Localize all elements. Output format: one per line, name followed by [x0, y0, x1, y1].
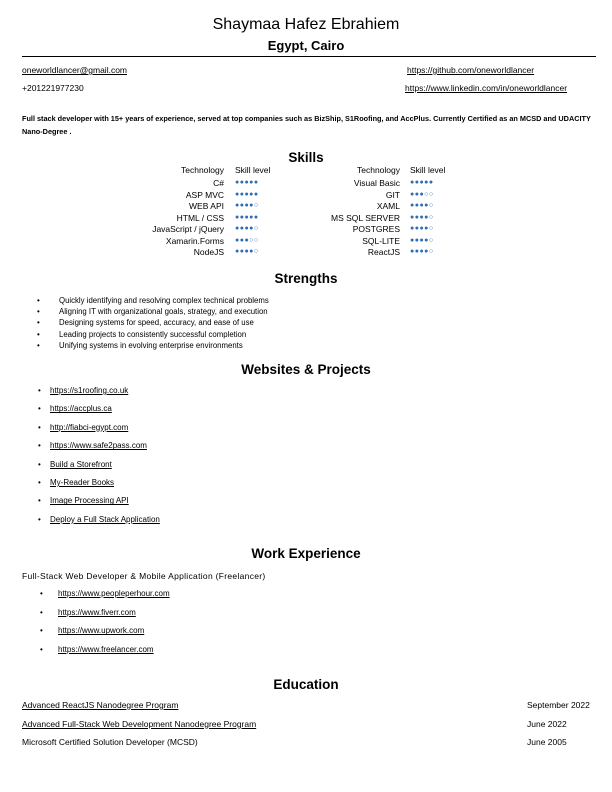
bullet-icon: •: [38, 496, 41, 506]
skill-name: WEB API: [189, 201, 224, 211]
bullet-icon: •: [40, 626, 43, 636]
github-link[interactable]: https://github.com/oneworldlancer: [407, 65, 535, 75]
strength-text: Unifying systems in evolving enterprise environments: [59, 340, 243, 350]
project-link[interactable]: https://s1roofing.co.uk: [50, 386, 129, 395]
skill-row: [0, 190, 612, 202]
skill-row: [0, 247, 612, 259]
project-item: [38, 459, 112, 469]
education-program[interactable]: Advanced Full-Stack Web Development Nanodegree Program: [22, 718, 257, 729]
skills-col-level-left: Skill level: [235, 165, 271, 175]
skill-name: GIT: [385, 189, 400, 200]
projects-heading: Websites & Projects: [241, 362, 371, 377]
skill-name: POSTGRES: [352, 224, 400, 234]
project-item: [38, 514, 160, 524]
skill-name: C#: [213, 178, 224, 188]
strength-item: [37, 340, 243, 350]
skills-header-row: [0, 165, 612, 177]
skill-level-dots: ●●●●○: [410, 225, 434, 232]
work-link-item: [40, 589, 170, 598]
professional-summary: Full stack developer with 15+ years of experience, served at top companies such as BizShip, S1Roofing, and AccPlus. Currently Certified as an MCSD and UDACITY Nano-Degree .: [22, 114, 591, 136]
project-item: [38, 441, 147, 451]
strength-text: Designing systems for speed, accuracy, and ease of use: [59, 318, 254, 328]
project-item: [38, 404, 112, 414]
skill-level-dots: ●●●●○: [410, 248, 434, 255]
skill-level-dots: ●●●●●: [410, 179, 434, 186]
skill-row: [0, 236, 612, 248]
skills-col-level-right: Skill level: [410, 165, 446, 175]
education-date: September 2022: [527, 700, 590, 710]
skill-row: [0, 224, 612, 236]
work-link-item: [40, 645, 154, 655]
education-date: June 2005: [527, 737, 567, 747]
skill-name: ReactJS: [367, 247, 400, 257]
bullet-icon: •: [38, 441, 41, 451]
project-item: [38, 496, 129, 506]
project-link[interactable]: Build a Storefront: [50, 459, 112, 469]
email-link[interactable]: oneworldlancer@gmail.com: [22, 65, 128, 75]
bullet-icon: •: [37, 329, 40, 339]
linkedin-link[interactable]: https://www.linkedin.com/in/oneworldlancer: [405, 83, 568, 93]
skill-level-dots: ●●●●○: [410, 202, 434, 209]
project-item: [38, 386, 129, 395]
skill-name: MS SQL SERVER: [331, 212, 400, 223]
education-program: Microsoft Certified Solution Developer (MCSD): [22, 737, 198, 747]
strength-item: [37, 296, 269, 305]
project-link[interactable]: My-Reader Books: [50, 478, 115, 487]
project-item: [38, 478, 115, 487]
skill-level-dots: ●●●●○: [410, 213, 434, 221]
work-role: Full-Stack Web Developer & Mobile Application (Freelancer): [22, 571, 266, 581]
work-link-item: [40, 626, 145, 636]
candidate-name: Shaymaa Hafez Ebrahiem: [212, 16, 400, 33]
project-link[interactable]: https://www.safe2pass.com: [50, 441, 147, 451]
strength-text: Leading projects to consistently successful completion: [59, 329, 247, 339]
education-date: June 2022: [527, 718, 567, 729]
header-divider: [22, 56, 596, 57]
bullet-icon: •: [38, 422, 41, 432]
skill-level-dots: ●●●●○: [410, 236, 434, 244]
skill-name: NodeJS: [193, 247, 224, 257]
skill-row: [0, 201, 612, 213]
skill-name: Visual Basic: [353, 178, 400, 188]
skill-level-dots: ●●●○○: [410, 190, 434, 198]
strength-item: [37, 329, 247, 339]
bullet-icon: •: [38, 514, 41, 524]
bullet-icon: •: [38, 386, 41, 395]
work-heading: Work Experience: [251, 546, 361, 561]
skill-level-dots: ●●●●○: [235, 225, 259, 232]
phone-number: +201221977230: [22, 83, 84, 93]
skill-name: SQL-LITE: [362, 235, 400, 246]
project-item: [38, 422, 129, 432]
strength-item: [37, 307, 268, 317]
skill-level-dots: ●●●●●: [235, 190, 259, 198]
skill-name: Xamarin.Forms: [165, 235, 224, 246]
bullet-icon: •: [38, 478, 41, 487]
education-heading: Education: [273, 677, 339, 692]
bullet-icon: •: [40, 607, 43, 617]
skills-col-technology-left: Technology: [180, 165, 224, 175]
skill-row: [0, 213, 612, 225]
bullet-icon: •: [40, 645, 43, 655]
skills-col-technology-right: Technology: [356, 165, 400, 175]
work-platform-link[interactable]: https://www.fiverr.com: [58, 607, 136, 617]
candidate-location: Egypt, Cairo: [267, 38, 345, 53]
work-link-item: [40, 607, 136, 617]
project-link[interactable]: Deploy a Full Stack Application: [50, 514, 160, 524]
strength-text: Aligning IT with organizational goals, strategy, and execution: [59, 307, 268, 317]
work-platform-link[interactable]: https://www.upwork.com: [58, 626, 145, 636]
bullet-icon: •: [40, 589, 43, 598]
strength-item: [37, 318, 254, 328]
skill-level-dots: ●●●●●: [235, 179, 259, 186]
work-platform-link[interactable]: https://www.peopleperhour.com: [58, 589, 170, 598]
bullet-icon: •: [37, 307, 40, 317]
bullet-icon: •: [38, 459, 41, 469]
skill-name: HTML / CSS: [176, 212, 224, 223]
strengths-heading: Strengths: [274, 271, 338, 286]
project-link[interactable]: http://fiabci-egypt.com: [50, 422, 129, 432]
strength-text: Quickly identifying and resolving complex technical problems: [59, 296, 269, 305]
skill-level-dots: ●●●●○: [235, 202, 259, 209]
education-program[interactable]: Advanced ReactJS Nanodegree Program: [22, 700, 179, 710]
skill-level-dots: ●●●○○: [235, 236, 259, 244]
skill-name: XAML: [376, 201, 400, 211]
bullet-icon: •: [38, 404, 41, 414]
skill-level-dots: ●●●●○: [235, 248, 259, 255]
project-link[interactable]: Image Processing API: [50, 496, 129, 506]
bullet-icon: •: [37, 296, 40, 305]
skill-name: ASP MVC: [185, 189, 224, 200]
skill-level-dots: ●●●●●: [235, 213, 259, 221]
bullet-icon: •: [37, 340, 40, 350]
skill-name: JavaScript / jQuery: [152, 224, 224, 234]
project-link[interactable]: https://accplus.ca: [50, 404, 112, 414]
skills-heading: Skills: [288, 150, 324, 165]
skill-row: [0, 178, 612, 190]
work-platform-link[interactable]: https://www.freelancer.com: [58, 645, 154, 655]
bullet-icon: •: [37, 318, 40, 328]
